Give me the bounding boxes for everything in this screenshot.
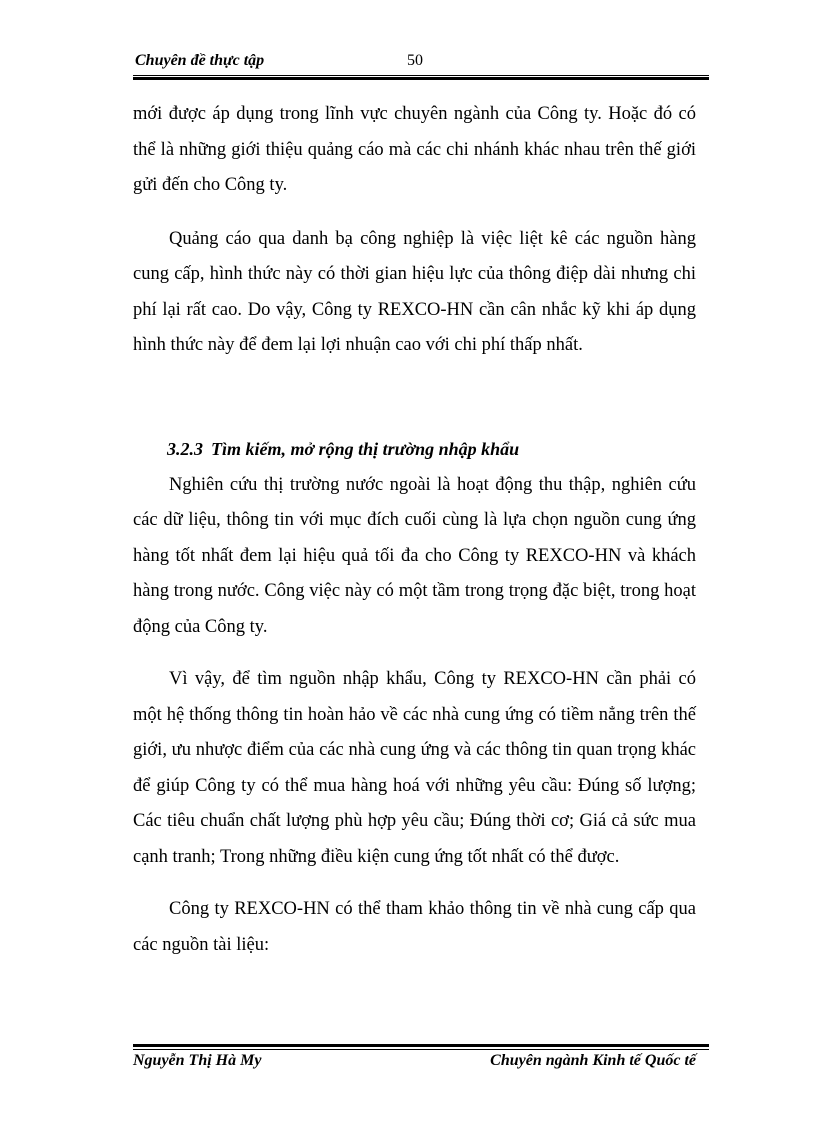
section-number: 3.2.3: [167, 438, 203, 459]
page-footer: [133, 1052, 696, 1076]
paragraph-information-sources: Công ty REXCO-HN có thể tham khảo thông tin về nhà cung cấp qua các nguồn tài liệu:: [133, 899, 696, 955]
paragraph-directory-advertising: Quảng cáo qua danh bạ công nghiệp là việc liệt kê các nguồn hàng cung cấp, hình thức này có thời gian hiệu lực của thông điệp dài nhưng chi phí lại rất cao. Do vậy, Công ty REXCO-HN cần cân nhắc kỹ khi áp dụng hình thức này để đem lại lợi nhuận cao với chi phí thấp nhất.: [133, 228, 696, 355]
section-title: Tìm kiếm, mở rộng thị trường nhập khẩu: [211, 438, 520, 459]
page-number: 50: [407, 52, 423, 69]
paragraph-import-sources: Vì vậy, để tìm nguồn nhập khẩu, Công ty REXCO-HN cần phải có một hệ thống thông tin hoàn hảo về các nhà cung ứng có tiềm nẳng trên thế giới, ưu nhược điểm của các nhà cung ứng và các thông tin quan trọng khác để giúp Công ty có thể mua hàng hoá với những yêu cầu: Đúng số lượng; Các tiêu chuẩn chất lượng phù hợp yêu cầu; Đúng thời cơ; Giá cả sức mua cạnh tranh; Trong những điều kiện cung ứng tốt nhất có thể được.: [133, 669, 696, 867]
footer-rule-thick: [133, 1044, 709, 1047]
footer-rule-thin: [133, 1049, 709, 1050]
footer-major: Chuyên ngành Kinh tế Quốc tế: [490, 1052, 696, 1069]
header-rule-thin: [133, 75, 709, 76]
paragraph-continuation: mới được áp dụng trong lĩnh vực chuyên ngành của Công ty. Hoặc đó có thể là những giới thiệu quảng cáo mà các chi nhánh khác nhau trên thế giới gửi đến cho Công ty.: [133, 104, 696, 195]
header-rule-thick: [133, 77, 709, 80]
footer-author: Nguyễn Thị Hà My: [133, 1052, 262, 1069]
header-title: Chuyên đề thực tập: [135, 52, 265, 69]
page-header: [133, 52, 709, 74]
page-body: [133, 97, 696, 963]
section-heading: [133, 434, 696, 464]
paragraph-market-research: Nghiên cứu thị trường nước ngoài là hoạt động thu thập, nghiên cứu các dữ liệu, thông tin với mục đích cuối cùng là lựa chọn nguồn cung ứng hàng tốt nhất đem lại hiệu quả tối đa cho Công ty REXCO-HN và khách hàng trong nước. Công việc này có một tầm trong trọng đặc biệt, trong hoạt động của Công ty.: [133, 474, 696, 637]
